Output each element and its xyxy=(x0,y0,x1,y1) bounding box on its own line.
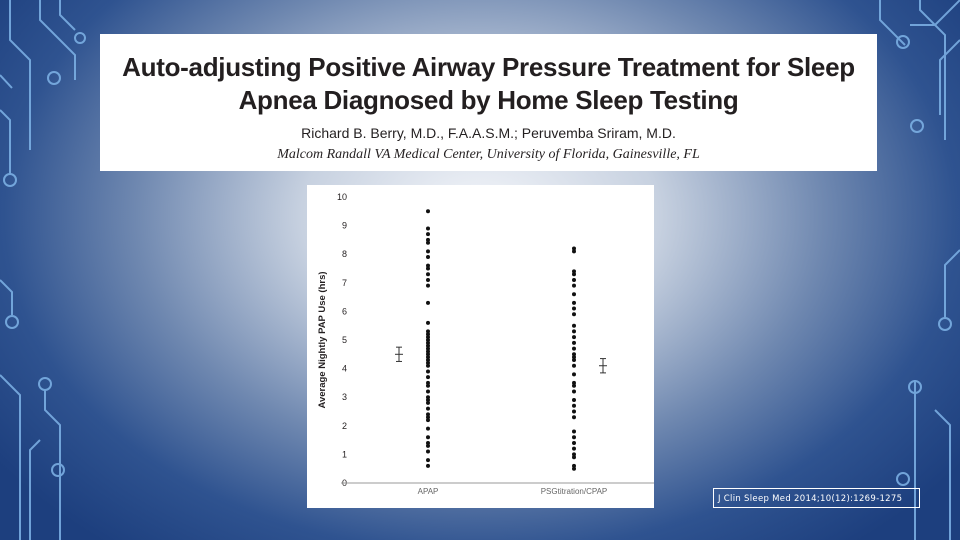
mean-error-bar xyxy=(395,347,403,361)
data-point xyxy=(426,364,430,368)
x-tick-label-apap: APAP xyxy=(417,487,439,496)
paper-title-line2: Apnea Diagnosed by Home Sleep Testing xyxy=(238,85,739,115)
data-point xyxy=(572,372,576,376)
data-point xyxy=(572,441,576,445)
data-point xyxy=(572,358,576,362)
y-tick-label: 6 xyxy=(341,306,347,317)
data-point xyxy=(572,467,576,471)
data-point xyxy=(572,301,576,305)
data-point xyxy=(572,455,576,459)
data-point xyxy=(572,329,576,333)
chart-panel xyxy=(307,185,654,508)
data-point xyxy=(426,284,430,288)
data-point xyxy=(426,232,430,236)
data-point xyxy=(426,278,430,282)
data-point xyxy=(572,447,576,451)
data-point xyxy=(426,464,430,468)
y-tick-label: 4 xyxy=(341,363,347,374)
paper-affiliation: Malcom Randall VA Medical Center, University of Florida, Gainesville, FL xyxy=(277,147,700,162)
data-point xyxy=(426,384,430,388)
data-point xyxy=(572,384,576,388)
data-point xyxy=(426,389,430,393)
data-point xyxy=(426,226,430,230)
data-point xyxy=(572,398,576,402)
data-point xyxy=(426,272,430,276)
paper-authors: Richard B. Berry, M.D., F.A.A.S.M.; Peruvemba Sriram, M.D. xyxy=(301,125,676,141)
y-tick-label: 8 xyxy=(341,249,347,260)
data-point xyxy=(572,278,576,282)
paper-title-line1: Auto-adjusting Positive Airway Pressure Treatment for Sleep xyxy=(122,52,855,82)
data-point xyxy=(572,347,576,351)
data-point xyxy=(426,444,430,448)
data-point xyxy=(426,407,430,411)
data-point xyxy=(426,267,430,271)
data-point xyxy=(572,389,576,393)
y-tick-label: 7 xyxy=(341,277,347,288)
data-point xyxy=(426,418,430,422)
data-point xyxy=(572,410,576,414)
data-point xyxy=(572,272,576,276)
data-point xyxy=(426,401,430,405)
data-point xyxy=(572,415,576,419)
y-tick-label: 9 xyxy=(341,220,347,231)
data-point xyxy=(572,404,576,408)
y-tick-label: 5 xyxy=(341,335,347,345)
data-point xyxy=(426,301,430,305)
data-point xyxy=(426,321,430,325)
data-point xyxy=(426,209,430,213)
y-axis-label: Average Nightly PAP Use (hrs) xyxy=(317,271,328,409)
data-point xyxy=(426,375,430,379)
data-point xyxy=(572,335,576,339)
data-point xyxy=(426,369,430,373)
mean-error-bar xyxy=(599,359,607,373)
data-point xyxy=(572,430,576,434)
data-point xyxy=(426,450,430,454)
data-point xyxy=(572,312,576,316)
data-point xyxy=(572,364,576,368)
y-tick-label: 3 xyxy=(341,392,347,403)
data-point xyxy=(426,427,430,431)
y-tick-label: 10 xyxy=(336,192,347,202)
cropped-text-fragment xyxy=(400,26,550,34)
data-point xyxy=(572,249,576,253)
data-point xyxy=(572,284,576,288)
y-tick-label: 2 xyxy=(341,420,347,431)
scatter-chart xyxy=(307,185,654,508)
data-point xyxy=(426,255,430,259)
y-tick-label: 1 xyxy=(341,449,347,460)
x-tick-label-psg: PSGtitration/CPAP xyxy=(540,487,608,496)
data-point xyxy=(572,307,576,311)
data-point xyxy=(426,458,430,462)
data-point xyxy=(572,341,576,345)
data-point xyxy=(572,324,576,328)
citation-box: J Clin Sleep Med 2014;10(12):1269-1275 xyxy=(713,488,920,508)
data-point xyxy=(426,249,430,253)
data-point xyxy=(426,435,430,439)
data-point xyxy=(572,292,576,296)
y-tick-label: 0 xyxy=(341,478,347,488)
data-point xyxy=(572,435,576,439)
data-point xyxy=(426,241,430,245)
paper-header xyxy=(100,34,877,171)
